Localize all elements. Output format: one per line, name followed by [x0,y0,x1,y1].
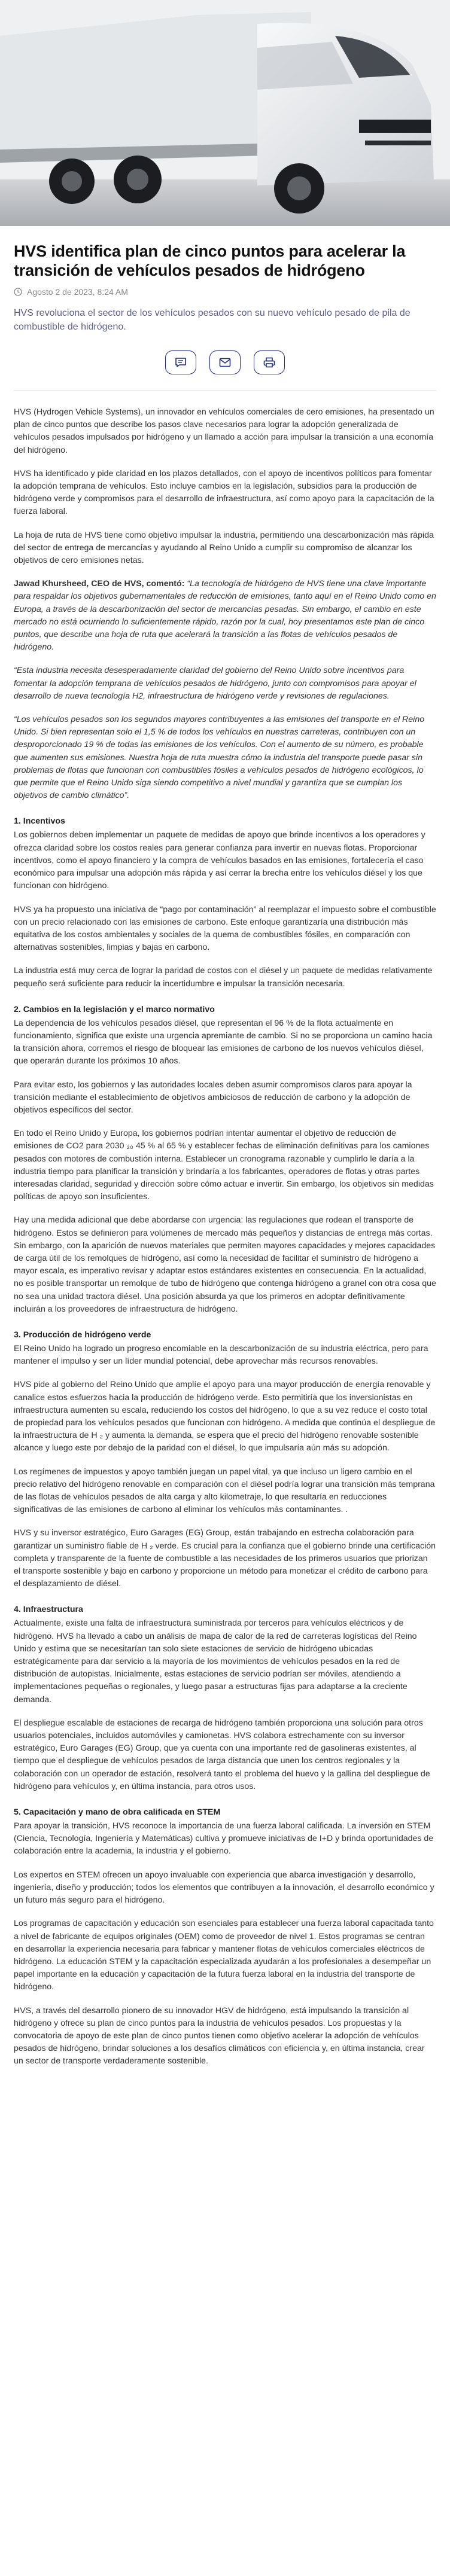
article-date: Agosto 2 de 2023, 8:24 AM [27,287,128,297]
article-body [14,406,436,2068]
paragraph: HVS pide al gobierno del Reino Unido que amplíe el apoyo para una mayor producción de energía renovable y canalice estos esfuerzos hacia la producción de hidrógeno verde. Esto permitiría que los inversionistas en infraestructura aumenten su escala, reduciendo los costos del hidrógeno, lo que a su vez reduce el costo total de propiedad para los vehículos pesados que funcionan con hidrógeno. A medida que continúa el despliegue de la infraestructura de H ₂ y aumenta la demanda, se espera que el precio del hidrógeno renovable sostenible alcance y luego este por debajo de la paridad con el diésel, lo que impulsaría aún más su adopción. [14,1380,436,1453]
paragraph: El despliegue escalable de estaciones de recarga de hidrógeno también proporciona una solución para otros usuarios potenciales, incluidos automóviles y camionetas. HVS colabora estrechamente con su inversor estratégico, Euro Garages (EG) Group, que ya cuenta con una importante red de gasolineras existentes, al tiempo que el despliegue de vehículos pesados de larga distancia que unen los centros regionales y la colaboración con un operador de estación, resolverá tanto el problema del huevo y la gallina del despliegue de hidrógeno para vehículos y, en última instancia, para otros usos. [14,1718,430,1791]
paragraph: Para apoyar la transición, HVS reconoce la importancia de una fuerza laboral calificada. La inversión en STEM (Ciencia, Tecnología, Ingeniería y Matemáticas) cultiva y promueve iniciativas de I+D y brinda oportunidades de colaboración entre la academia, la industria y el gobierno. [14,1821,434,1856]
section-heading: 2. Cambios en la legislación y el marco normativo [14,1004,215,1014]
mail-icon [219,358,231,367]
paragraph: HVS ya ha propuesto una iniciativa de “pago por contaminación” al reemplazar el impuesto sobre el combustible con un precio relacionado con las emisiones de carbono. Este enfoque garantizaría una distribución más equitativa de los costos ambientales y sociales de la quema de combustibles fósiles, en comparación con alternativas sostenibles, limpias y bajas en carbono. [14,904,436,953]
hydrogen-truck-illustration [0,0,450,226]
paragraph: HVS, a través del desarrollo pionero de su innovador HGV de hidrógeno, está impulsando la transición al hidrógeno y ofrece su plan de cinco puntos para la industria de vehículos pesados. Los propuestas y la convocatoria de apoyo de este plan de cinco puntos tienen como objetivo acelerar la adopción de vehículos pesados de hidrógeno, brindar soluciones a los desafíos climáticos con eficiencia y, en última instancia, crear un sector de transporte verdaderamente sostenible. [14,2005,425,2066]
article-title: HVS identifica plan de cinco puntos para acelerar la transición de vehículos pesados de hidrógeno [14,242,406,279]
hero-image [0,0,450,226]
section-heading: 3. Producción de hidrógeno verde [14,1330,151,1340]
quote-text: “La tecnología de hidrógeno de HVS tiene una clave importante para respaldar los objetivos gubernamentales de reducción de emisiones, tanto aquí en el Reino Unido como en Europa, a través de la descarbonización del sector de mercancías pesadas. Sin embargo, el cambio en este mercado no está ocurriendo lo suficientemente rápido, razón por la cual, hoy presentamos este plan de cinco puntos, que describe una hoja de ruta que acelerará la transición a las flotas de vehículos pesados de hidrógeno. [14,579,436,653]
quote-paragraph: “Esta industria necesita desesperadamente claridad del gobierno del Reino Unido sobre incentivos para fomentar la adopción temprana de vehículos pesados de hidrógeno, junto con compromisos para apoyar el desarrollo de nueva tecnología H2, infraestructura de hidrógeno verde y revisiones de regulaciones. [14,666,416,701]
paragraph: Hay una medida adicional que debe abordarse con urgencia: las regulaciones que rodean el transporte de hidrógeno. Estos se definieron para volúmenes de mercado más pequeños y distancias de entrega más cortas. Sin embargo, con la aparición de nuevos materiales que permiten mayores capacidades y mejores capacidades de carga útil de los remolques de hidrógeno, así como la necesidad de facilitar el suministro de hidrógeno a mayor escala, es imperativo revisar y adaptar estos estándares existentes en consecuencia. En la actualidad, no es posible transportar un remolque de tubo de hidrógeno que contenga hidrógeno a granel con otra cosa que no sea una unidad tractora diésel. Una posición absurda ya que los primeros en adoptar definitivamente incluirán a los proveedores de infraestructura de hidrógeno. [14,1215,436,1314]
email-button[interactable] [209,350,241,374]
paragraph: La dependencia de los vehículos pesados diésel, que representan el 96 % de la flota actualmente en funcionamiento, significa que existe una urgencia apremiante de cambio. Si no se proporciona un camino hacia la transición ahora, corremos el riesgo de bloquear las emisiones de carbono de los nuevos vehículos diésel, que operarán durante los próximos 10 años. [14,1018,433,1066]
paragraph: La hoja de ruta de HVS tiene como objetivo impulsar la industria, permitiendo una descarbonización más rápida del sector de entrega de mercancías y ayudando al Reino Unido a cumplir su compromiso de alcanzar los objetivos de cero emisiones netas. [14,530,434,566]
section-heading: 1. Incentivos [14,816,65,827]
paragraph: HVS ha identificado y pide claridad en los plazos detallados, con el apoyo de incentivos políticos para fomentar la adopción temprana de vehículos. Esto incluye cambios en la legislación, subsidios para la producción de hidrógeno verde y compromisos para el desarrollo de infraestructura, así como apoyo para la capacitación de la fuerza laboral. [14,468,434,517]
comment-icon [175,357,187,368]
paragraph: Para evitar esto, los gobiernos y las autoridades locales deben asumir compromisos claros para apoyar la transición mediante el establecimiento de objetivos ambiciosos de reducción de carbono y la adopción de objetivos específicos del sector. [14,1080,412,1115]
paragraph: Los programas de capacitación y educación son esenciales para establecer una fuerza laboral capacitada tanto a nivel de fabricante de equipos originales (OEM) como de proveedor de nivel 1. Estos programas se centran en desarrollar la experiencia necesaria para fabricar y mantener flotas de vehículos comerciales eléctricos de hidrógeno. La educación STEM y la capacitación especializada ayudarán a los profesionales a desempeñar un papel importante en la educación y capacitación de la futura fuerza laboral en la industria del transporte de hidrógeno. [14,1919,434,1992]
paragraph: En todo el Reino Unido y Europa, los gobiernos podrían intentar aumentar el objetivo de reducción de emisiones de CO2 para 2030 ₂₀ 45 % al 65 % y establecer fechas de eliminación definitivas para los camiones pesados con motores de combustión interna. Establecer un cronograma razonable y cumplirlo le daría a la industria tiempo para planificar la transición y brindaría a los fabricantes, operadores de flotas y otras partes interesadas claridad, seguridad y dirección sobre cómo actuar e invertir. Sin embargo, los objetivos sin medidas políticas de apoyo son insuficientes. [14,1129,434,1202]
paragraph: La industria está muy cerca de lograr la paridad de costos con el diésel y un paquete de medidas relativamente pequeño será suficiente para reducir la incertidumbre e impulsar la transición necesaria. [14,966,433,989]
paragraph: Los expertos en STEM ofrecen un apoyo invaluable con experiencia que abarca investigación y desarrollo, ingeniería, diseño y producción; todos los elementos que contribuyen a la innovación, el desarrollo económico y un futuro más seguro para el hidrógeno. [14,1870,434,1906]
paragraph: Los gobiernos deben implementar un paquete de medidas de apoyo que brinde incentivos a los operadores y ofrezca claridad sobre los costos reales para generar confianza para invertir en nuevas flotas. Proporcionar incentivos, como el apoyo financiero y la compra de vehículos basados en las emisiones, fortalecería el caso económico para impulsar una adopción más rápida y así cerrar la brecha entre los vehículos diésel y los que funcionan con hidrógeno. [14,830,425,891]
paragraph: Los regímenes de impuestos y apoyo también juegan un papel vital, ya que incluso un ligero cambio en el precio relativo del hidrógeno renovable en comparación con el diésel podría lograr una transición más temprana de las flotas de vehículos pesados de alta carga y alto kilometraje, lo que resultaría en reducciones significativas de las emisiones de carbono al eliminar los vehículos más contaminantes. . [14,1467,435,1515]
article [0,242,450,2068]
article-lead: HVS revoluciona el sector de los vehículos pesados con su nuevo vehículo pesado de pila de combustible de hidrógeno. [14,308,411,332]
print-button[interactable] [254,350,285,374]
paragraph: HVS y su inversor estratégico, Euro Garages (EG) Group, están trabajando en estrecha colaboración para garantizar un suministro fiable de H ₂ verde. Es crucial para la confianza que el gobierno brinde una certificación completa y transparente de la fuente de combustible a las necesidades de los primeros usuarios que priorizan el transporte sostenible y bajo en carbono y proporcione un método para monetizar el crédito de carbono para el desplazamiento de diésel. [14,1528,436,1589]
quote-speaker: Jawad Khursheed, CEO de HVS, comentó: [14,579,185,589]
section-heading: 5. Capacitación y mano de obra calificada en STEM [14,1807,221,1818]
ceo-quote-paragraph [14,578,436,654]
paragraph: Actualmente, existe una falta de infraestructura suministrada por terceros para vehículos eléctricos y de hidrógeno. HVS ha llevado a cabo un análisis de mapa de calor de la red de carreteras logísticas del Reino Unido y estima que se necesitarían tan solo siete estaciones de servicio de hidrógeno ubicadas estratégicamente para dar servicio a la mayoría de los movimientos de vehículos pesados en la red de distribución de autopistas. Inicialmente, estas estaciones de servicio podrían ser móviles, atendiendo a implementaciones pequeñas o regionales, y luego pasar a estructuras fijas para adaptarse a la creciente demanda. [14,1618,417,1705]
paragraph: El Reino Unido ha logrado un progreso encomiable en la descarbonización de su industria eléctrica, pero para mantener el impulso y ser un líder mundial potencial, debe aprovechar más recursos renovables. [14,1343,428,1367]
section-heading: 4. Infraestructura [14,1605,83,1615]
article-meta [14,287,436,297]
print-icon [263,357,275,368]
share-bar [14,350,436,374]
clock-icon [14,288,22,296]
divider [14,390,436,391]
paragraph: HVS (Hydrogen Vehicle Systems), un innovador en vehículos comerciales de cero emisiones, ha presentado un plan de cinco puntos que describe los pasos clave necesarios para lograr la adopción generalizada de vehículos pesados impulsados por hidrógeno y un llamado a acción para impulsar la transición a una economía del hidrógeno. [14,407,434,455]
quote-paragraph: “Los vehículos pesados son los segundos mayores contribuyentes a las emisiones del transporte en el Reino Unido. Si bien representan solo el 1,5 % de todos los vehículos en nuestras carreteras, contribuyen con un desproporcionado 19 % de todas las emisiones de los vehículos. Con el aumento de su número, es probable que aumenten sus emisiones. Nuestra hoja de ruta muestra cómo la industria del transporte puede pasar sin problemas de flotas que funcionan con combustibles fósiles a vehículos pesados de hidrógeno ecológicos, lo que permite que el Reino Unido siga siendo competitivo a nivel mundial y garantiza que se cumplan los objetivos de cambio climático”. [14,715,425,801]
comment-button[interactable] [165,350,196,374]
